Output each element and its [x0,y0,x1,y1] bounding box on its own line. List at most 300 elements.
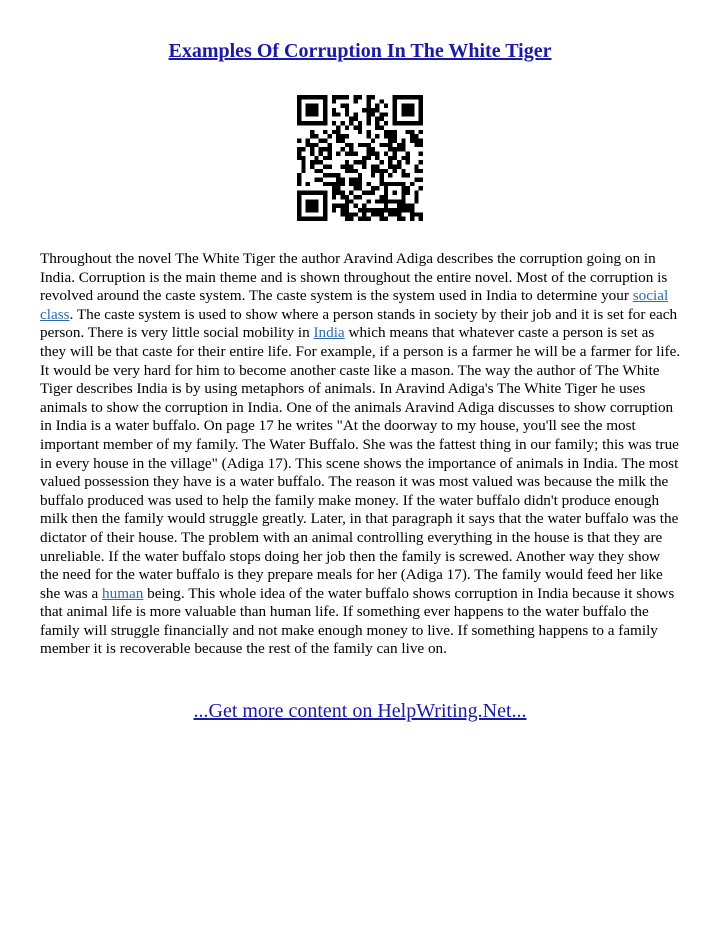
qr-module [401,108,405,112]
qr-module [327,182,331,186]
qr-module [323,165,327,169]
qr-module [367,99,371,103]
qr-module [297,208,301,212]
qr-module [401,186,405,190]
qr-module [345,199,349,203]
qr-module [414,165,418,169]
qr-module [332,191,336,195]
qr-module [384,191,388,195]
qr-module [345,204,349,208]
more-content-link[interactable]: ...Get more content on HelpWriting.Net... [193,700,527,722]
qr-module [388,165,392,169]
qr-module [419,143,423,147]
qr-module [371,173,375,177]
qr-module [410,182,414,186]
qr-module [301,165,305,169]
body-text-part-1: Throughout the novel The White Tiger the author Aravind Adiga describes the corruption going on in India. Corruption is the main theme and is shown throughout the entire novel. Most of the corruption is revolved around the caste system. The caste system is the system used in India to determine your [40,250,668,305]
qr-module [297,156,301,160]
qr-module [401,195,405,199]
qr-module [406,191,410,195]
qr-module [406,208,410,212]
qr-module [349,217,353,221]
qr-module [323,108,327,112]
qr-module [297,108,301,112]
qr-module [406,156,410,160]
qr-module [349,151,353,155]
qr-module [371,151,375,155]
qr-module [358,95,362,99]
qr-module [306,95,310,99]
qr-module [314,208,318,212]
qr-module [380,199,384,203]
qr-module [419,104,423,108]
qr-module [401,143,405,147]
qr-module [314,121,318,125]
qr-module [332,108,336,112]
qr-module [314,217,318,221]
qr-module [323,117,327,121]
qr-module [353,186,357,190]
qr-module [327,173,331,177]
qr-module [336,182,340,186]
qr-module [358,143,362,147]
qr-module [297,112,301,116]
qr-module [319,147,323,151]
qr-module [371,191,375,195]
qr-module [388,156,392,160]
social-class-link[interactable]: social class [40,287,669,323]
india-link[interactable]: India [313,324,345,342]
qr-module [362,204,366,208]
qr-module [362,208,366,212]
qr-module [336,191,340,195]
qr-module [349,143,353,147]
qr-module [340,191,344,195]
qr-module [358,160,362,164]
qr-module [353,204,357,208]
qr-module [336,186,340,190]
qr-module [336,178,340,182]
qr-module [349,178,353,182]
qr-module [388,134,392,138]
qr-module [393,121,397,125]
qr-module [380,178,384,182]
qr-module [310,147,314,151]
qr-module [306,217,310,221]
qr-module [393,191,397,195]
qr-module [380,143,384,147]
qr-module [393,134,397,138]
qr-module [388,212,392,216]
qr-module [397,165,401,169]
qr-module [393,199,397,203]
qr-module [358,178,362,182]
qr-module [332,130,336,134]
qr-module [362,108,366,112]
qr-module [319,178,323,182]
qr-module [353,182,357,186]
qr-module [349,165,353,169]
qr-module [340,204,344,208]
qr-module [353,195,357,199]
qr-module [406,151,410,155]
qr-module [414,195,418,199]
qr-module [367,147,371,151]
qr-module [397,204,401,208]
qr-module [414,95,418,99]
qr-module [384,104,388,108]
qr-module [323,217,327,221]
qr-module [353,160,357,164]
qr-module [358,125,362,129]
qr-module [419,95,423,99]
qr-module [371,186,375,190]
qr-module [410,138,414,142]
body-text-part-4: being. This whole idea of the water buffalo shows corruption in India because it shows that animal life is more valuable than human life. If something ever happens to the water buffalo the family will struggle financially and not make enough money to live. If something happens to a family member it is recoverable because the rest of the family can live on. [40,584,675,658]
qr-module [375,199,379,203]
qr-module [410,95,414,99]
qr-module [388,208,392,212]
qr-module [397,212,401,216]
qr-module [380,217,384,221]
qr-module [323,147,327,151]
qr-module [414,169,418,173]
qr-module [406,160,410,164]
qr-module [319,151,323,155]
qr-module [410,112,414,116]
qr-module [419,212,423,216]
title-link[interactable]: Examples Of Corruption In The White Tiger [168,40,552,62]
qr-module [393,112,397,116]
qr-module [380,117,384,121]
qr-module [410,212,414,216]
qr-module [327,143,331,147]
qr-module [393,104,397,108]
qr-module [419,130,423,134]
qr-module [380,160,384,164]
qr-module [406,108,410,112]
qr-module [332,95,336,99]
qr-module [375,156,379,160]
qr-module [353,125,357,129]
qr-module [345,151,349,155]
qr-module [327,134,331,138]
qr-module [314,156,318,160]
qr-module [314,143,318,147]
qr-module [349,169,353,173]
qr-module [401,169,405,173]
qr-module [410,204,414,208]
qr-module [380,182,384,186]
qr-module [410,208,414,212]
qr-module [371,208,375,212]
qr-module [384,121,388,125]
qr-module [323,95,327,99]
qr-module [340,178,344,182]
qr-module [406,95,410,99]
qr-module [314,160,318,164]
qr-module [306,199,310,203]
qr-module [419,121,423,125]
qr-module [349,182,353,186]
qr-module [327,147,331,151]
qr-module [310,108,314,112]
qr-module [345,143,349,147]
qr-module [358,121,362,125]
qr-module [345,212,349,216]
qr-module [384,112,388,116]
qr-module [323,156,327,160]
qr-module [345,134,349,138]
qr-module [401,121,405,125]
qr-module [401,182,405,186]
qr-module [319,169,323,173]
qr-module [414,143,418,147]
qr-module [367,208,371,212]
qr-module [393,108,397,112]
qr-module [371,212,375,216]
qr-module [419,186,423,190]
qr-module [358,173,362,177]
qr-module [340,95,344,99]
qr-module [419,160,423,164]
qr-module [367,151,371,155]
qr-module [340,147,344,151]
qr-module [319,191,323,195]
qr-module [345,125,349,129]
qr-module [310,208,314,212]
qr-module [332,112,336,116]
qr-module [327,165,331,169]
qr-module [375,186,379,190]
qr-module [310,104,314,108]
qr-module [380,125,384,129]
qr-module [393,95,397,99]
qr-module [323,173,327,177]
qr-module [371,108,375,112]
qr-module [384,217,388,221]
qr-module [358,186,362,190]
qr-module [323,138,327,142]
qr-module [401,173,405,177]
qr-module [349,147,353,151]
qr-module [345,104,349,108]
qr-module [393,147,397,151]
qr-module [310,165,314,169]
qr-module [332,186,336,190]
qr-module [319,138,323,142]
qr-module [323,99,327,103]
qr-module [401,95,405,99]
qr-module [414,121,418,125]
qr-module [297,217,301,221]
body-text-part-2: . The caste system is used to show where a person stands in society by their job and it is set for each person. There is very little social mobility in [40,305,678,342]
qr-module [297,182,301,186]
qr-module [358,217,362,221]
qr-module [371,138,375,142]
qr-module [406,112,410,116]
qr-module [419,169,423,173]
qr-module [310,95,314,99]
qr-module [419,178,423,182]
qr-module [414,138,418,142]
qr-module [397,182,401,186]
qr-module [406,173,410,177]
qr-module [306,204,310,208]
qr-module [349,121,353,125]
qr-module [393,151,397,155]
qr-module [332,204,336,208]
qr-module [393,99,397,103]
qr-module [401,191,405,195]
qr-module [345,112,349,116]
qr-module [401,156,405,160]
qr-module [336,173,340,177]
qr-module [367,117,371,121]
qr-module [332,173,336,177]
qr-module [323,130,327,134]
qr-module [314,199,318,203]
qr-module [345,208,349,212]
qr-module [367,143,371,147]
qr-module [297,191,301,195]
qr-module [384,208,388,212]
qr-module [310,134,314,138]
qr-module [314,104,318,108]
qr-module [371,169,375,173]
qr-module [336,204,340,208]
qr-module [319,95,323,99]
qr-module [397,147,401,151]
qr-module [414,134,418,138]
qr-module [397,143,401,147]
qr-module [327,151,331,155]
qr-module [336,151,340,155]
qr-module [345,160,349,164]
human-link[interactable]: human [102,584,144,602]
qr-module [297,195,301,199]
qr-module [314,204,318,208]
qr-module [393,182,397,186]
qr-module [375,151,379,155]
qr-module [297,212,301,216]
qr-module [306,104,310,108]
page-title [0,38,720,64]
qr-module [297,147,301,151]
qr-module [384,199,388,203]
qr-module [384,130,388,134]
qr-module [380,99,384,103]
qr-module [336,95,340,99]
qr-module [297,199,301,203]
qr-module [367,156,371,160]
qr-module [397,121,401,125]
qr-module [397,95,401,99]
qr-module [353,99,357,103]
qr-module [306,112,310,116]
qr-module [306,191,310,195]
qr-module [367,108,371,112]
qr-module [336,130,340,134]
qr-module [353,151,357,155]
qr-module [301,217,305,221]
qr-module [401,104,405,108]
qr-module [367,217,371,221]
qr-module [384,182,388,186]
qr-module [367,95,371,99]
qr-module [397,208,401,212]
qr-module [401,217,405,221]
body-paragraph [40,250,681,659]
qr-module [406,130,410,134]
qr-module [310,143,314,147]
qr-module [297,95,301,99]
qr-module [401,199,405,203]
qr-module [384,143,388,147]
qr-module [362,191,366,195]
qr-module [353,112,357,116]
qr-module [401,208,405,212]
qr-module [397,199,401,203]
qr-module [345,108,349,112]
qr-module [384,195,388,199]
qr-module [340,182,344,186]
qr-module [371,95,375,99]
qr-module [323,208,327,212]
qr-module [314,191,318,195]
qr-module [323,212,327,216]
qr-module [310,151,314,155]
qr-module [380,195,384,199]
qr-module [340,195,344,199]
qr-module [419,108,423,112]
qr-module [419,117,423,121]
qr-module [310,121,314,125]
qr-module [310,160,314,164]
qr-module [367,130,371,134]
qr-module [301,191,305,195]
qr-module [323,191,327,195]
qr-module [393,130,397,134]
qr-module [371,112,375,116]
qr-module [362,143,366,147]
qr-module [340,104,344,108]
qr-module [393,117,397,121]
qr-module [384,169,388,173]
qr-module [397,160,401,164]
qr-module [388,199,392,203]
qr-module [384,151,388,155]
qr-module [340,165,344,169]
qr-module [393,208,397,212]
qr-module [332,182,336,186]
qr-module [384,134,388,138]
qr-module [345,165,349,169]
qr-module [419,151,423,155]
qr-module [323,121,327,125]
qr-module [375,121,379,125]
qr-module [388,138,392,142]
qr-module [410,130,414,134]
qr-module [384,186,388,190]
qr-module [323,199,327,203]
qr-module [393,165,397,169]
qr-module [297,173,301,177]
qr-module [410,104,414,108]
qr-module [393,212,397,216]
qr-module [349,212,353,216]
qr-module [406,104,410,108]
